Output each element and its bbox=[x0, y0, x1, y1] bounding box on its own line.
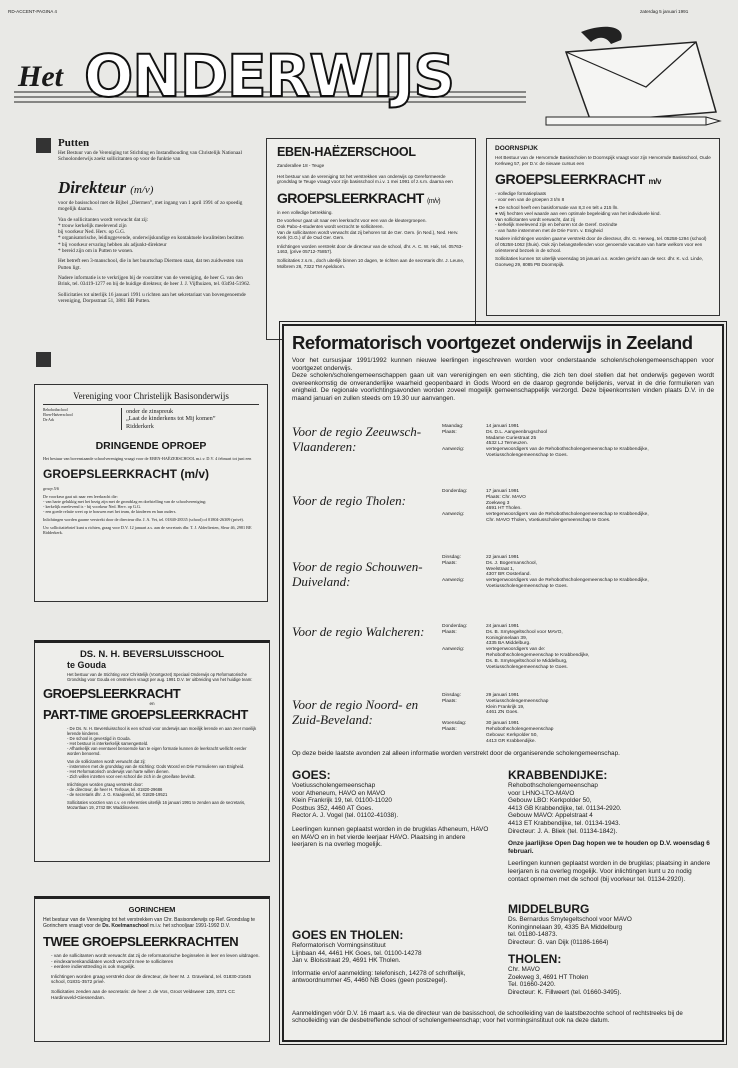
ridderkerk-job: GROEPSLEERKRACHT (m/v) bbox=[43, 467, 210, 482]
putten-intro: Het Bestuur van de Vereniging tot Stichting en Instandhouding van Christelijk Nationaal Schoolonderwijs zoekt sollicitanten op voor de funktie van bbox=[58, 150, 242, 163]
eben-body: in een volledige betrekking. De voorkeur gaat uit naar een leerkracht voor een van de kleutergroepen. Ook Pabo-4-studenten wordt verzocht te solliciteren. Van de sollicitanten wordt verwacht dat zij behoren tot de Ger. Gem. (in Ned.), Ned. Herv. Kerk (G.G.) of de Oud Ger. Gem. Inlichtingen worden verstrekt door de directeur van de school, dhr. A. C. W. Hak, tel. 05763-1463, (prive 05712-75857). Sollicitaties z.s.m., doch uiterlijk binnen 10 dagen, te richten aan de secretaris dhr. J. Leune, Molbrem 26, 7322 TM Apeldoorn. bbox=[277, 209, 465, 269]
ad-eben-haezer bbox=[266, 138, 476, 340]
eben-intro: Het bestuur van de vereniging tot het verstrekken van onderwijs op Gereformeerde grondslag te Teuge vraagt voor zijn basisschool m.i.v. 1 mei 1991 of z.s.m. daarna een bbox=[277, 173, 453, 185]
banner-het: Het bbox=[18, 60, 63, 93]
pencil-icon bbox=[546, 117, 720, 125]
zeeland-heading: Reformatorisch voortgezet onderwijs in Zeeland bbox=[292, 332, 693, 353]
region-noord-zuid-beveland: Voor de regio Noord- en Zuid-Beveland: Dinsdag: 29 januari 1991 Plaats: Voetiusscholengemeenschap Klein Frankrijk 19, 4461 ZN Goes. Woensdag: 30 januari 1991 Plaats: Rehobothscholengemeenschap Gebouw: Kerkpolder 50, 4413 GR Krabbendijke. bbox=[292, 693, 554, 744]
corner-block-icon bbox=[36, 352, 51, 367]
ridderkerk-body: groep 5/6 De voorkeur gaat uit naar een leerkracht die: - van harte gelukkig met het bezig zijn met de grondslag en doelstelling van de schoolvereniging; - kerkelijk meelevend is - bij voorkeur Ned. Herv. op G.G. - een goede relatie weet op te bouwen met het team, de kinderen en hun ouders. Inlichtingen worden gaarne verstrekt door de directeur dhr. J. A. Vet, tel. 01840-28335 (school) of 01804-26309 (privé). Uw sollicitatiebrief kunt u richten, graag voor D.V. 12 januari a.s. aan de secretaris dhr. T. J. Alderliesten, Sleur 46, 2981 BE Ridderkerk. bbox=[43, 486, 252, 536]
doornspijk-body: - volledige formatieplaats - voor een van de groepen 3 t/m 8 ● De school heeft een basisformatie van 8,3 en telt ± 215 lln. ● Wij hechten veel waarde aan een optimale begeleiding van het individuele kind. Van sollicitanten wordt verwacht, dat zij - kerkelijk meelevend zijn en behoren tot de Geref. Gezindte - van harte instemmen met de Drie Form. v. Enigheid Nadere inlichtingen worden gaarne verstrekt door de directeur, dhr. G. Herweg, tel. 05258-1294 (school) of 05258-1062 (thuis). Ook zijn belangstellenden voor genoemde vacature van harte welkom voor een oriënterend bezoek in de school. Sollicitaties kunnen tot uiterlijk woensdag 16 januari a.s. worden gericht aan de secr. dhr. K. v.d. Linde, Goorweg 29, 8085 PB Doornspijk. bbox=[495, 191, 707, 267]
page-header-left: RD-ACCENT-PAGINA 4 bbox=[8, 9, 57, 14]
page-header-right: zaterdag 5 januari 1991 bbox=[640, 9, 689, 14]
eben-job: GROEPSLEERKRACHT (m/v) bbox=[277, 189, 440, 206]
ad-doornspijk bbox=[486, 138, 720, 316]
region-zeeuwsch-vlaanderen: Voor de regio Zeeuwsch-Vlaanderen: Maandag: 14 januari 1991 Plaats: Ds. D.L. Aangeenbrugschool Madame Curiestraat 25 4532 LJ Terneuzen. Aanwezig: vertegenwoordigers van de Rehobothscholengemeenschap te Krabbendijke, Voetiusscholengemeenschap te Goes. bbox=[292, 424, 649, 458]
gouda-en: en bbox=[149, 701, 155, 706]
doornspijk-job: GROEPSLEERKRACHT m/v bbox=[495, 171, 662, 188]
ridderkerk-sub: Rehobothschool Eben-Haëzerschool De Ark onder de zinspreuk „Laat de kinderkens tot Mij komen” Ridderkerk bbox=[43, 408, 259, 430]
gouda-job2: PART-TIME GROEPSLEERKRACHT bbox=[43, 706, 248, 722]
region-walcheren: Voor de regio Walcheren: Donderdag: 24 januari 1991 Plaats: Ds. B. Smytegeltschool voor MAVO, Koninginnelaan 39, 4335 BA Middelburg. Aanwezig: vertegenwoordigers van de: Rehobothscholengemeenschap te Krabbendijke, Ds. B. Smytegeltschool te Middelburg, Voetiusscholengemeenschap te Goes. bbox=[292, 624, 590, 670]
school-goes-tholen: GOES EN THOLEN: Reformatorisch Vormingsinstituut Lijnbaan 44, 4461 HK Goes, tel. 01100-14278 Jan v. Bloisstraat 29, 4691 HK Tholen. Informatie en/of aanmelding: telefonisch, 14278 of schriftelijk, antwoordnummer 45, 4460 NB Goes (geen postzegel). bbox=[292, 928, 466, 985]
putten-body: voor de basisschool met de Bijbel „Diermen”, met ingang van 1 april 1991 of zo spoedig mogelijk daarna. Van de sollicitanten wordt verwacht dat zij: * trouw kerkelijk meelevend zijn bij voorkeur Ned. Herv. op G.G. * organisatorische, leidinggevende, onderwijskundige en kontaktuele kwaliteiten bezitten * bij voorkeur ervaring hebben als adjunkt-direkteur * bereid zijn om in Putten te wonen. Het betreft een 3-manschool, die in het buurtschap Diermen staat, dat ten zuidwesten van Putten ligt. Nadere informatie is te verkrijgen bij de voorzitter van de vereniging, de heer G. van den Brink, tel. 03419-1277 en bij de huidige direkteur, de heer J. J. Vijfhuizen, tel. 03494-51962. Sollicitaties tot uiterlijk 16 januari 1991 u richten aan het sekretariaat van bovengenoemde vereniging, Dorpsstraat 51, 3881 BB Putten. bbox=[58, 200, 251, 304]
ad-gorinchem bbox=[34, 896, 270, 1042]
gouda-heading: DS. N. H. BEVERSLUISSCHOOL bbox=[79, 649, 225, 660]
ad-zeeland bbox=[282, 324, 724, 1042]
region-tholen: Voor de regio Tholen: Donderdag: 17 januari 1991 Plaats: Chr. MAVO Zoekweg 3 4691 HT Tholen. Aanwezig: vertegenwoordigers van de Rehobothscholengemeenschap te Krabbendijke, Chr. MAVO Tholen, Voetiusscholengemeenschap te Goes. bbox=[292, 489, 649, 523]
ridderkerk-vereniging: Vereniging voor Christelijk Basisonderwijs bbox=[43, 391, 259, 405]
school-krabbendijke: KRABBENDIJKE: Rehobothscholengemeenschap voor LHNO-LTO-MAVO Gebouw LBO: Kerkpolder 50, 4413 GB Krabbendijke, tel. 01134-2920. Gebouw MAVO: Appelstraat 4 4413 ET Krabbendijke, tel. 01134-1943. Directeur: J. A. Bliek (tel. 01134-1842). Onze jaarlijkse Open Dag hopen we te houden op D.V. woensdag 6 februari. Leerlingen kunnen geplaatst worden in de brugklas; plaatsing in andere leerjaren is na overleg mogelijk. Voor inlichtingen kunt u zo nodig contact opnemen met de school (bij voorkeur tel. 01134-2920). bbox=[508, 768, 711, 883]
ad-putten bbox=[36, 138, 252, 370]
school-goes: GOES: Voetiusscholengemeenschap voor Atheneum, HAVO en MAVO Klein Frankrijk 19, tel. 01100-11020 Postbus 352, 4460 AT Goes. Rector A. J. Vogel (tel. 01102-41038). Leerlingen kunnen geplaatst worden in de brugklas Atheneum, HAVO en MAVO en in het vierde leerjaar HAVO. Plaatsing in andere leerjaren is na overleg mogelijk. bbox=[292, 768, 489, 849]
zeeland-footer: Aanmeldingen vóór D.V. 16 maart a.s. via de directeur van de basisschool, de schoolleiding van de laatstbezochte school of rechtstreeks bij de schoolleiding van de desbetreffende school of scholengemeenschap; voor het vormingsinstituut ook na deze datum. bbox=[292, 1010, 683, 1025]
doornspijk-heading: DOORNSPIJK bbox=[495, 145, 538, 152]
ad-ridderkerk bbox=[34, 384, 268, 602]
putten-job: Direkteur (m/v) bbox=[58, 178, 154, 197]
ad-gouda bbox=[34, 640, 270, 862]
eben-address: Zanderallee 18 - Teuge bbox=[277, 163, 325, 168]
corner-block-icon bbox=[36, 138, 51, 153]
putten-heading: Putten bbox=[58, 137, 90, 149]
eben-heading: EBEN-HAËZERSCHOOL bbox=[277, 145, 416, 159]
envelope-icon bbox=[566, 42, 716, 122]
gorinchem-intro: Het bestuur van de Vereniging tot het verstrekken van Chr. Basisonderwijs op Ref. Grondslag te Gorinchem vraagt voor de Ds. Koelmanschool m.i.v. het schooljaar 1991-1992 D.V. bbox=[43, 917, 256, 929]
region-schouwen-duiveland: Voor de regio Schouwen-Duiveland: Dinsdag: 22 januari 1991 Plaats: Ds. J. Bogermanschool, Weelstraat 1, 4307 BR Oosterland. Aanwezig: vertegenwoordigers van de Rehobothscholengemeenschap te Krabbendijke, Voetiusscholengemeenschap te Goes. bbox=[292, 555, 649, 589]
zeeland-intro: Voor het cursusjaar 1991/1992 kunnen nieuwe leerlingen ingeschreven worden voor onderstaande scholen/scholengemeenschappen voor voortgezet onderwijs. Deze scholen/scholengemeenschappen gaan uit van verenigingen en een stichting, die zich ten doel stellen dat het onderwijs gegeven wordt overeenkomstig de onveranderlijke waarheid geopenbaard in Gods Woord en de daarop gegronde belijdenis, vervat in de drie formulieren van enigheid. De regionale voorlichtingsavonden worden zoveel mogelijk gemeenschappelijk verzorgd. Deze bijeenkomsten vinden plaats D.V. in de maand januari en zullen steeds om 19.30 uur aanvangen. bbox=[292, 357, 714, 402]
ridderkerk-intro: Het bestuur van bovenstaande schoolvereniging vraagt voor de EBEN-HAËZERSCHOOL m.i.v. D.V. 4 februari tot juni een bbox=[43, 456, 252, 462]
school-tholen: THOLEN: Chr. MAVO Zoekweg 3, 4691 HT Tholen Tel. 01660-2420. Directeur: K. Fillweert (tel. 01660-3495). bbox=[508, 952, 622, 996]
gorinchem-body: - van de sollicitanten wordt verwacht dat zij de reformatorische beginselen in leer en leven uitdragen. - eindexamenkandidaten wordt verzocht mee te solliciteren - eerdere indiensttreding is ook mogelijk. Inlichtingen worden graag verstrekt door de directeur, de heer M. J. Graveland, tel. 01830-21645 school, 01831-3572 privé. Sollicitaties zenden aan de secretaris: de heer J. de Vos, Groot Veldsweer 129, 3371 CC Hardinxveld-Giessendam. bbox=[51, 953, 260, 1000]
gorinchem-job: TWEE GROEPSLEERKRACHTEN bbox=[43, 934, 239, 949]
gouda-body: - De Ds. N. H. Beversluisschool is een school voor onderwijs aan moeilijk lerende en aan zeer moeilijk lerende kinderen. - De school is gevestigd in Gouda. - Het bestuur is interkerkelijk samengesteld. - Afhankelijk van eventueel benoemde kan te eigen formatie kunnen de leerkracht wellicht eerder worden benoemd. Van de sollicitanten wordt verwacht dat zij: - instemmen met de grondslag van de stichting: Gods Woord en Drie Formulieren van Enigheid. - Het Reformatorisch onderwijs van harte willen dienen. - Zich willen inzetten voor een school die zich in de groeifase bevindt. Inlichtingen worden graag verstrekt door: - de directeur, de heer H. Terlouw, tel. 01820-29686 - de secretaris dhr. J. G. Kraaijeveld, tel. 01828-19521 Sollicitaties voorzien van c.v. en referenties uiterlijk 16 januari 1991 te zenden aan de secretaris, Mozartlaan 19, 2742 BK Waddinxveen. bbox=[67, 725, 257, 810]
zeeland-regions bbox=[292, 424, 712, 763]
gouda-sub: te Gouda bbox=[67, 660, 107, 670]
banner-title: ONDERWIJS bbox=[84, 42, 455, 110]
banner bbox=[6, 22, 730, 134]
school-middelburg: MIDDELBURG Ds. Bernardus Smytegeltschool voor MAVO Koninginnelaan 39, 4335 BA Middelburg tel. 01180-14873. Directeur: G. van Dijk (01186-1664) bbox=[508, 902, 632, 946]
ridderkerk-heading: DRINGENDE OPROEP bbox=[95, 440, 207, 453]
zeeland-note: Op deze beide laatste avonden zal alleen informatie worden verstrekt door de organiserende scholengemeenschap. bbox=[292, 750, 620, 757]
gouda-job1: GROEPSLEERKRACHT bbox=[43, 686, 181, 701]
doornspijk-intro: Het Bestuur van de Hervormde Basisscholen te Doornspijk vraagt voor zijn Hervormde Basisschool, Oude Kerkweg 57, per D.V. de nieuwe cursus een bbox=[495, 155, 711, 166]
gouda-intro: Het bestuur van de Stichting voor Christelijk (Voortgezet) Speciaal Onderwijs op Reformatorische Grondslag voor Gouda en omstreken vraagt per aug. 1991 D.V. ter uitbreiding van het huidige team: bbox=[67, 672, 253, 682]
gorinchem-heading: GORINCHEM bbox=[128, 905, 176, 914]
telephone-icon bbox=[581, 27, 622, 44]
